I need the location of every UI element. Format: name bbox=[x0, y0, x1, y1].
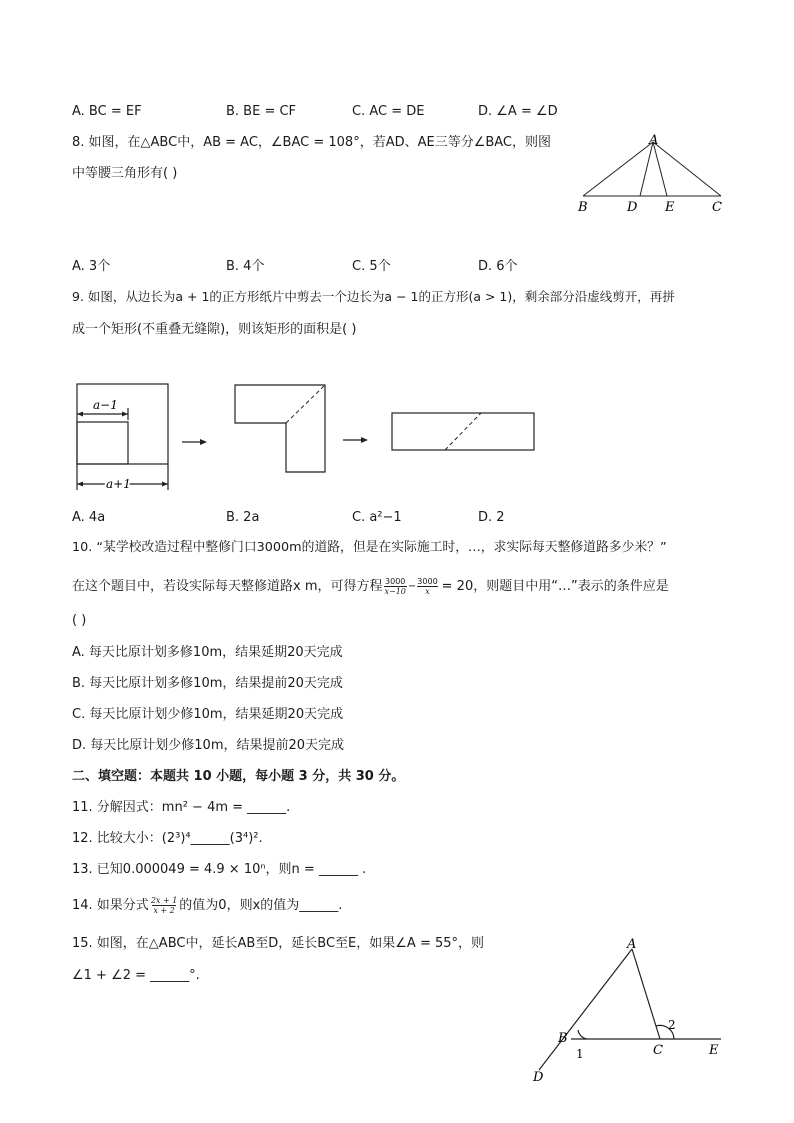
q10-stem-line2b: = 20，则题目中用“…”表示的条件应是 bbox=[441, 578, 669, 594]
q10-stem-line1: 10. “某学校改造过程中整修门口3000m的道路，但是在实际施工时，…，求实际每天整修道路多少米？” bbox=[72, 540, 667, 555]
q8-label-a: A bbox=[649, 133, 659, 148]
q14-text-a: 14. 如果分式 bbox=[72, 897, 149, 913]
q15-label-c: C bbox=[653, 1043, 663, 1058]
q9-label-outer: a+1 bbox=[106, 477, 131, 491]
q10-frac1-den: x−10 bbox=[384, 587, 406, 596]
q10-frac1-num: 3000 bbox=[385, 577, 406, 586]
q8-label-b: B bbox=[578, 200, 588, 215]
q15-label-a: A bbox=[627, 937, 637, 952]
section2-heading: 二、填空题：本题共 10 小题，每小题 3 分，共 30 分。 bbox=[72, 769, 405, 784]
q9-label-inner: a−1 bbox=[93, 398, 118, 412]
q8-triangle-figure bbox=[570, 130, 730, 220]
q15-angle-1: 1 bbox=[576, 1047, 584, 1061]
q15-stem-line2: ∠1 + ∠2 = ______°. bbox=[72, 968, 200, 983]
q15-label-b: B bbox=[558, 1031, 568, 1046]
q14-text-b: 的值为0，则x的值为______. bbox=[179, 897, 343, 913]
q8-label-c: C bbox=[712, 200, 722, 215]
q9-option-b: B. 2a bbox=[226, 510, 260, 525]
q15-triangle-figure bbox=[525, 930, 730, 1090]
q8-option-a: A. 3个 bbox=[72, 259, 111, 274]
q9-option-a: A. 4a bbox=[72, 510, 106, 525]
q15-stem-line1: 15. 如图，在△ABC中，延长AB至D，延长BC至E，如果∠A = 55°，则 bbox=[72, 936, 485, 951]
q10-option-b: B. 每天比原计划多修10m，结果提前20天完成 bbox=[72, 676, 343, 691]
q10-stem-line2 bbox=[72, 577, 669, 596]
q10-frac2-num: 3000 bbox=[417, 577, 438, 586]
q9-figure bbox=[70, 378, 540, 498]
q14-line bbox=[72, 896, 342, 915]
q7-option-a: A. BC = EF bbox=[72, 104, 142, 119]
q14-fraction bbox=[151, 896, 177, 915]
q15-angle-2: 2 bbox=[668, 1018, 676, 1032]
q8-option-d: D. 6个 bbox=[478, 259, 518, 274]
q14-frac-den: x + 2 bbox=[153, 906, 175, 915]
q12-text: 12. 比较大小：(2³)⁴______(3⁴)². bbox=[72, 831, 263, 846]
q8-option-c: C. 5个 bbox=[352, 259, 391, 274]
q7-option-c: C. AC = DE bbox=[352, 104, 425, 119]
q9-option-c: C. a²−1 bbox=[352, 510, 402, 525]
q7-option-b: B. BE = CF bbox=[226, 104, 297, 119]
q9-stem-line1: 9. 如图，从边长为a + 1的正方形纸片中剪去一个边长为a − 1的正方形(a > 1)，剩余部分沿虚线剪开，再拼 bbox=[72, 289, 675, 304]
q9-stem-line2: 成一个矩形(不重叠无缝隙)，则该矩形的面积是( ) bbox=[72, 322, 357, 337]
q13-text: 13. 已知0.000049 = 4.9 × 10ⁿ，则n = ______ . bbox=[72, 862, 367, 877]
q10-stem-line2a: 在这个题目中，若设实际每天整修道路x m，可得方程 bbox=[72, 578, 383, 594]
q10-stem-line3: ( ) bbox=[72, 613, 87, 628]
q9-option-d: D. 2 bbox=[478, 510, 505, 525]
q8-stem-line1: 8. 如图，在△ABC中，AB = AC，∠BAC = 108°，若AD、AE三等分∠BAC，则图 bbox=[72, 135, 552, 150]
q10-fraction-1 bbox=[384, 577, 407, 596]
q8-label-e: E bbox=[665, 200, 675, 215]
q10-option-c: C. 每天比原计划少修10m，结果延期20天完成 bbox=[72, 707, 344, 722]
q10-fraction-2 bbox=[417, 577, 437, 596]
q8-option-b: B. 4个 bbox=[226, 259, 265, 274]
q15-label-e: E bbox=[709, 1043, 719, 1058]
q8-label-d: D bbox=[627, 200, 638, 215]
q10-frac-minus: − bbox=[407, 580, 417, 592]
q14-frac-num: 2x + 1 bbox=[150, 896, 178, 905]
q10-frac2-den: x bbox=[417, 586, 437, 596]
q15-label-d: D bbox=[533, 1070, 544, 1085]
q11-text: 11. 分解因式：mn² − 4m = ______. bbox=[72, 800, 291, 815]
q10-option-d: D. 每天比原计划少修10m，结果提前20天完成 bbox=[72, 738, 345, 753]
q7-option-d: D. ∠A = ∠D bbox=[478, 104, 558, 119]
q10-option-a: A. 每天比原计划多修10m，结果延期20天完成 bbox=[72, 645, 343, 660]
q8-stem-line2: 中等腰三角形有( ) bbox=[72, 166, 178, 181]
